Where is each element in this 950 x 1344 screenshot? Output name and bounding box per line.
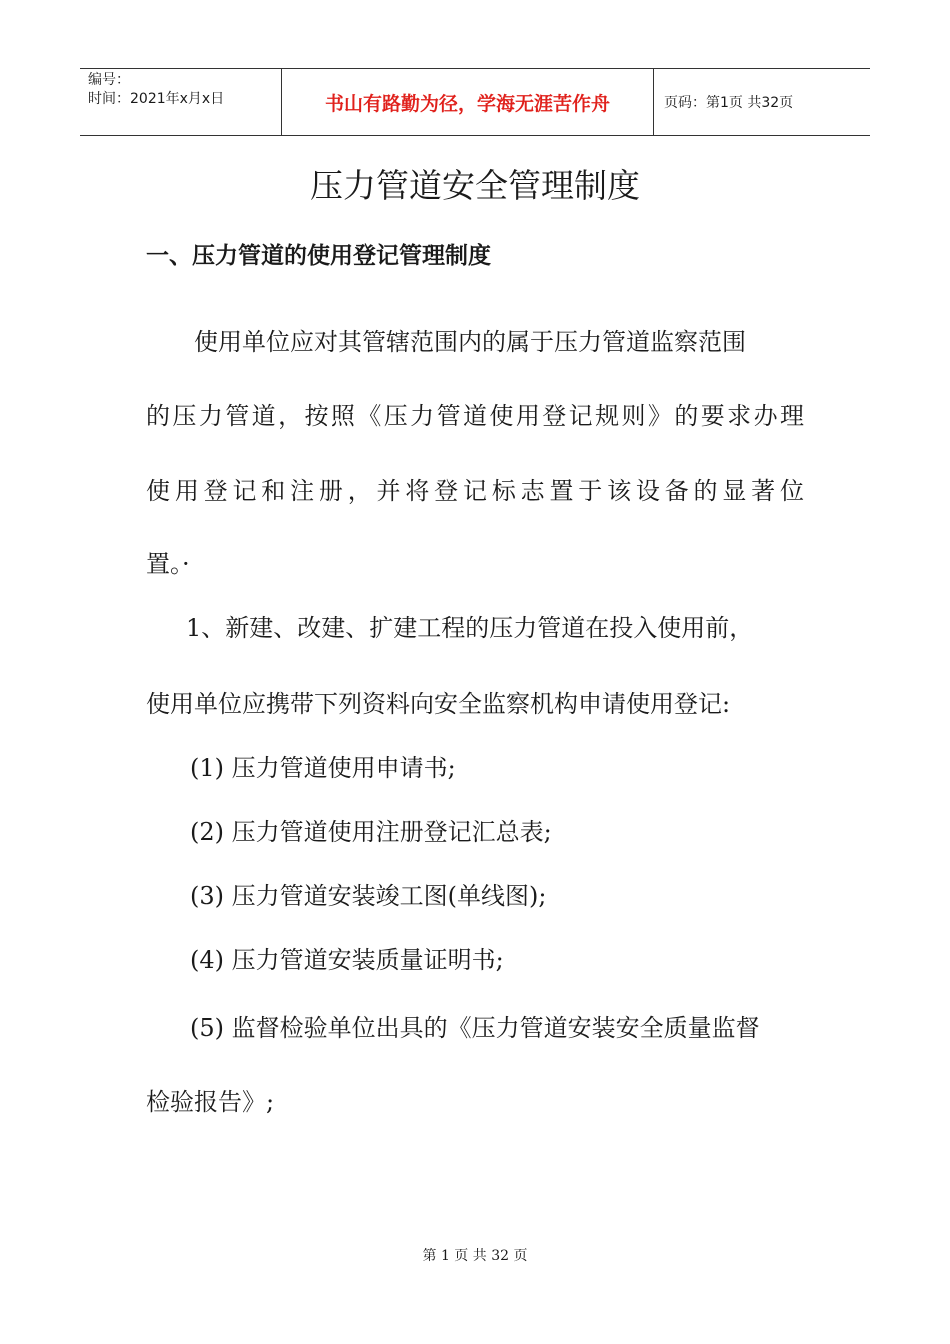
paragraph-line: 置。· xyxy=(146,550,190,578)
list-item: (5) 监督检验单位出具的《压力管道安装安全质量监督 xyxy=(190,1014,760,1042)
list-item: (3) 压力管道安装竣工图(单线图); xyxy=(190,882,547,910)
header-meta xyxy=(80,69,282,135)
list-item: (2) 压力管道使用注册登记汇总表; xyxy=(190,818,552,846)
list-item: (1) 压力管道使用申请书; xyxy=(190,754,456,782)
paragraph-line: 使用登记和注册，并将登记标志置于该设备的显著位 xyxy=(146,477,804,505)
paragraph-line: 检验报告》; xyxy=(146,1088,275,1116)
section-heading: 一、压力管道的使用登记管理制度 xyxy=(146,243,491,269)
header-page-info: 页码：第1页 共32页 xyxy=(664,95,794,111)
header-motto: 书山有路勤为径，学海无涯苦作舟 xyxy=(282,69,654,135)
page-header xyxy=(80,68,870,136)
paragraph-line: 的压力管道，按照《压力管道使用登记规则》的要求办理 xyxy=(146,402,804,430)
list-item: 1、新建、改建、扩建工程的压力管道在投入使用前， xyxy=(186,614,754,642)
document-time-label: 时间：2021年x月x日 xyxy=(88,91,225,107)
document-number-label: 编号： xyxy=(88,72,130,88)
paragraph-line: 使用单位应携带下列资料向安全监察机构申请使用登记: xyxy=(146,690,731,718)
paragraph-line: 使用单位应对其管辖范围内的属于压力管道监察范围 xyxy=(194,328,746,356)
list-item: (4) 压力管道安装质量证明书; xyxy=(190,946,504,974)
page-footer: 第 1 页 共 32 页 xyxy=(422,1248,528,1264)
document-title: 压力管道安全管理制度 xyxy=(310,166,640,205)
